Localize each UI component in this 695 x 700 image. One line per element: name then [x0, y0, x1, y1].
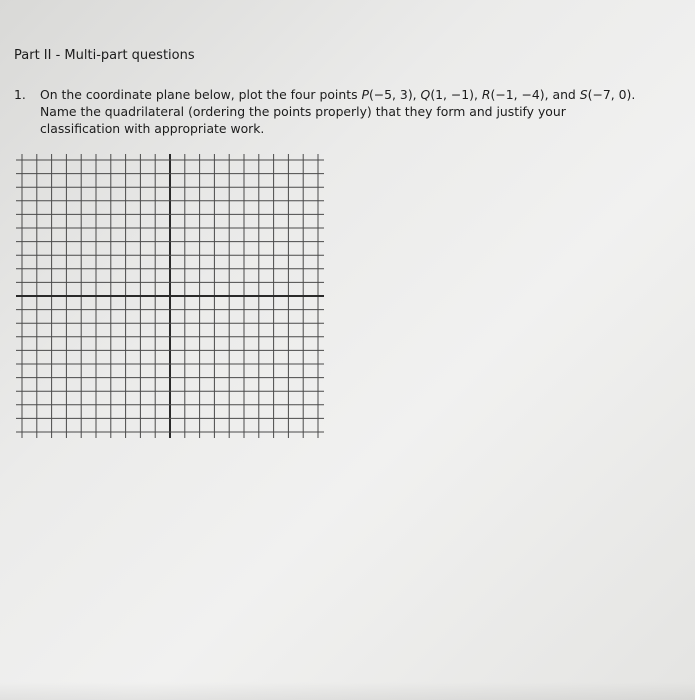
- coordinate-grid[interactable]: [14, 150, 334, 450]
- point-r-label: R: [481, 87, 491, 102]
- point-p-coords: (−5, 3): [368, 87, 413, 102]
- separator: ,: [412, 87, 421, 102]
- point-p-label: P: [361, 87, 369, 102]
- point-r-coords: (−1, −4): [490, 87, 545, 102]
- question-1: [14, 86, 644, 137]
- separator: ,: [474, 87, 482, 102]
- separator: , and: [544, 87, 580, 102]
- section-title: Part II - Multi-part questions: [14, 48, 195, 63]
- point-q-label: Q: [420, 87, 431, 102]
- page-shadow: [0, 682, 695, 700]
- point-q-coords: (1, −1): [430, 87, 475, 102]
- question-number: 1.: [14, 87, 26, 102]
- point-s-coords: (−7, 0): [587, 87, 632, 102]
- point-s-label: S: [579, 87, 588, 102]
- coordinate-plane[interactable]: [14, 150, 334, 450]
- question-text-intro: On the coordinate plane below, plot the four points: [40, 87, 362, 102]
- question-text-instructions: . Name the quadrilateral (ordering the points properly) that they form and justify your classification with appropriate work.: [40, 87, 636, 136]
- question-text: [40, 86, 644, 137]
